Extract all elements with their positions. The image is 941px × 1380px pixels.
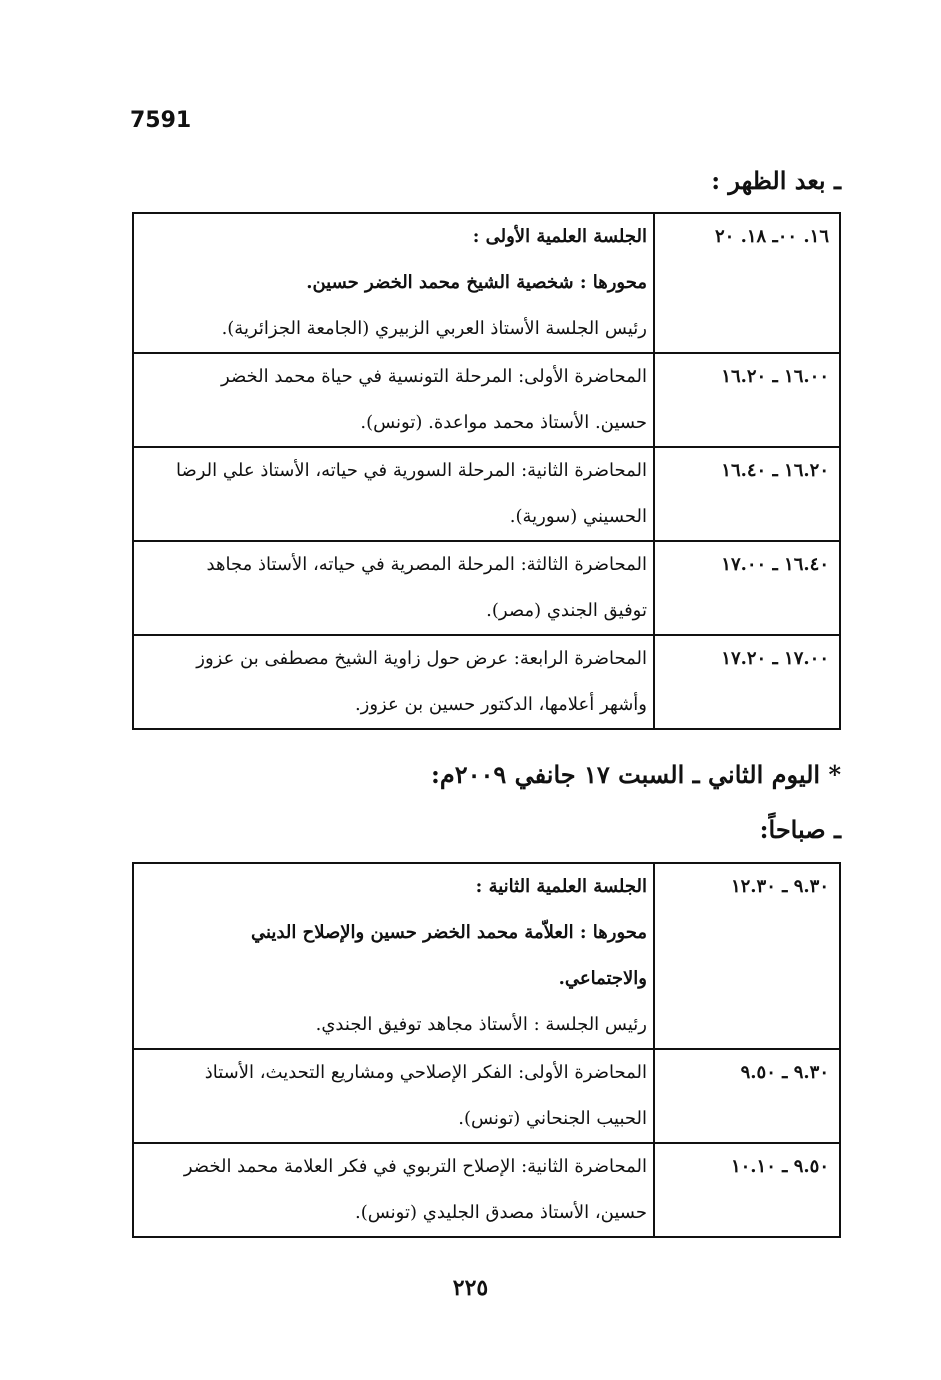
description-line: والاجتماعي. <box>558 968 647 989</box>
description-line: رئيس الجلسة الأستاذ العربي الزبيري (الجامعة الجزائرية). <box>221 318 647 339</box>
session-description <box>133 541 654 635</box>
schedule-row <box>133 213 840 353</box>
session-description <box>133 635 654 729</box>
description-line: المحاضرة الأولى: الفكر الإصلاحي ومشاريع التحديث، الأستاذ <box>204 1062 647 1083</box>
description-line: المحاضرة الثانية: المرحلة السورية في حياته، الأستاذ علي الرضا <box>175 460 647 481</box>
description-line: رئيس الجلسة : الأستاذ مجاهد توفيق الجندي. <box>315 1014 647 1035</box>
description-line: محورها : العلاّمة محمد الخضر حسين والإصلاح الديني <box>251 922 647 943</box>
schedule-row <box>133 1143 840 1237</box>
page-reference-number: 7591 <box>130 108 192 133</box>
time-slot: ١٦.٤٠ ـ ١٧.٠٠ <box>654 541 840 635</box>
description-line: توفيق الجندي (مصر). <box>486 600 647 621</box>
time-slot: ٩.٣٠ ـ ٩.٥٠ <box>654 1049 840 1143</box>
morning-heading: ـ صباحاً: <box>759 815 841 844</box>
session-description <box>133 1143 654 1237</box>
description-line: المحاضرة الأولى: المرحلة التونسية في حياة محمد الخضر <box>221 366 647 387</box>
page-number: ٢٢٥ <box>452 1275 489 1301</box>
day-two-heading: * اليوم الثاني ـ السبت ١٧ جانفي ٢٠٠٩م: <box>430 760 841 789</box>
session-description <box>133 1049 654 1143</box>
description-line: الحسيني (سورية). <box>509 506 647 527</box>
schedule-row <box>133 1049 840 1143</box>
afternoon-schedule-table <box>132 212 841 730</box>
time-slot: ١٦.٠٠ ـ ١٦.٢٠ <box>654 353 840 447</box>
time-slot: ١٦. ٠٠ـ ١٨. ٢٠ <box>654 213 840 353</box>
schedule-row <box>133 863 840 1049</box>
description-line: المحاضرة الثالثة: المرحلة المصرية في حياته، الأستاذ مجاهد <box>206 554 647 575</box>
time-slot: ١٧.٠٠ ـ ١٧.٢٠ <box>654 635 840 729</box>
description-line: المحاضرة الثانية: الإصلاح التربوي في فكر العلامة محمد الخضر <box>183 1156 647 1177</box>
afternoon-heading: ـ بعد الظهر : <box>711 166 841 195</box>
description-line: وأشهر أعلامها، الدكتور حسين بن عزوز. <box>354 694 647 715</box>
session-description <box>133 863 654 1049</box>
time-slot: ٩.٣٠ ـ ١٢.٣٠ <box>654 863 840 1049</box>
description-line: محورها : شخصية الشيخ محمد الخضر حسين. <box>306 272 647 293</box>
schedule-row <box>133 635 840 729</box>
description-line: الجلسة العلمية الأولى : <box>472 226 647 247</box>
session-description <box>133 213 654 353</box>
morning-schedule-table <box>132 862 841 1238</box>
description-line: حسين، الأستاذ مصدق الجليدي (تونس). <box>354 1202 647 1223</box>
session-description <box>133 447 654 541</box>
time-slot: ١٦.٢٠ ـ ١٦.٤٠ <box>654 447 840 541</box>
schedule-row <box>133 541 840 635</box>
schedule-row <box>133 353 840 447</box>
session-description <box>133 353 654 447</box>
description-line: المحاضرة الرابعة: عرض حول زاوية الشيخ مصطفى بن عزوز <box>196 648 647 669</box>
time-slot: ٩.٥٠ ـ ١٠.١٠ <box>654 1143 840 1237</box>
description-line: الجلسة العلمية الثانية : <box>475 876 647 897</box>
description-line: الحبيب الجنحاني (تونس). <box>458 1108 647 1129</box>
description-line: حسين. الأستاذ محمد مواعدة. (تونس). <box>360 412 647 433</box>
schedule-row <box>133 447 840 541</box>
